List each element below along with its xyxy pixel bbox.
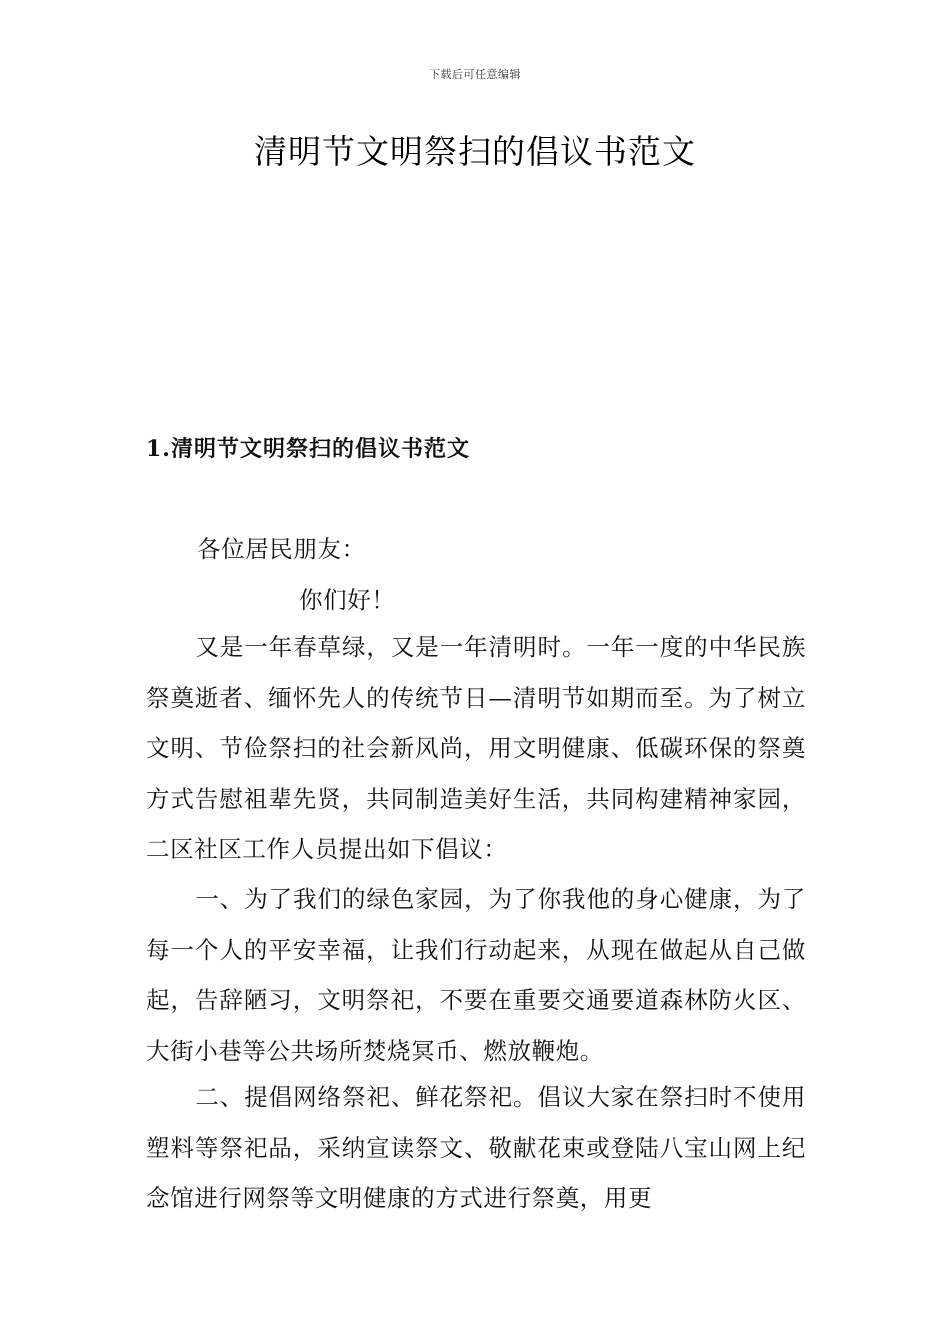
document-title: 清明节文明祭扫的倡议书范文 xyxy=(254,132,696,171)
paragraph-intro: 又是一年春草绿，又是一年清明时。一年一度的中华民族祭奠逝者、缅怀先人的传统节日—清明节如期而至。为了树立文明、节俭祭扫的社会新风尚，用文明健康、低碳环保的祭奠方式告慰祖辈先贤，共同制造美好生活，共同构建精神家园，二区社区工作人员提出如下倡议： xyxy=(146,633,806,863)
paragraph-item-one: 一、为了我们的绿色家园，为了你我他的身心健康，为了每一个人的平安幸福，让我们行动起来，从现在做起从自己做起，告辞陋习，文明祭祀，不要在重要交通要道森林防火区、大街小巷等公共场所焚烧冥币、燃放鞭炮。 xyxy=(146,885,806,1065)
header-note: 下载后可任意编辑 xyxy=(429,68,521,81)
greeting: 你们好！ xyxy=(299,586,396,614)
salutation: 各位居民朋友： xyxy=(197,535,366,563)
paragraph-item-two: 二、提倡网络祭祀、鲜花祭祀。倡议大家在祭扫时不使用塑料等祭祀品，采纳宣读祭文、敬献花束或登陆八宝山网上纪念馆进行网祭等文明健康的方式进行祭奠，用更 xyxy=(146,1083,806,1212)
section-heading: 1.清明节文明祭扫的倡议书范文 xyxy=(146,436,470,462)
